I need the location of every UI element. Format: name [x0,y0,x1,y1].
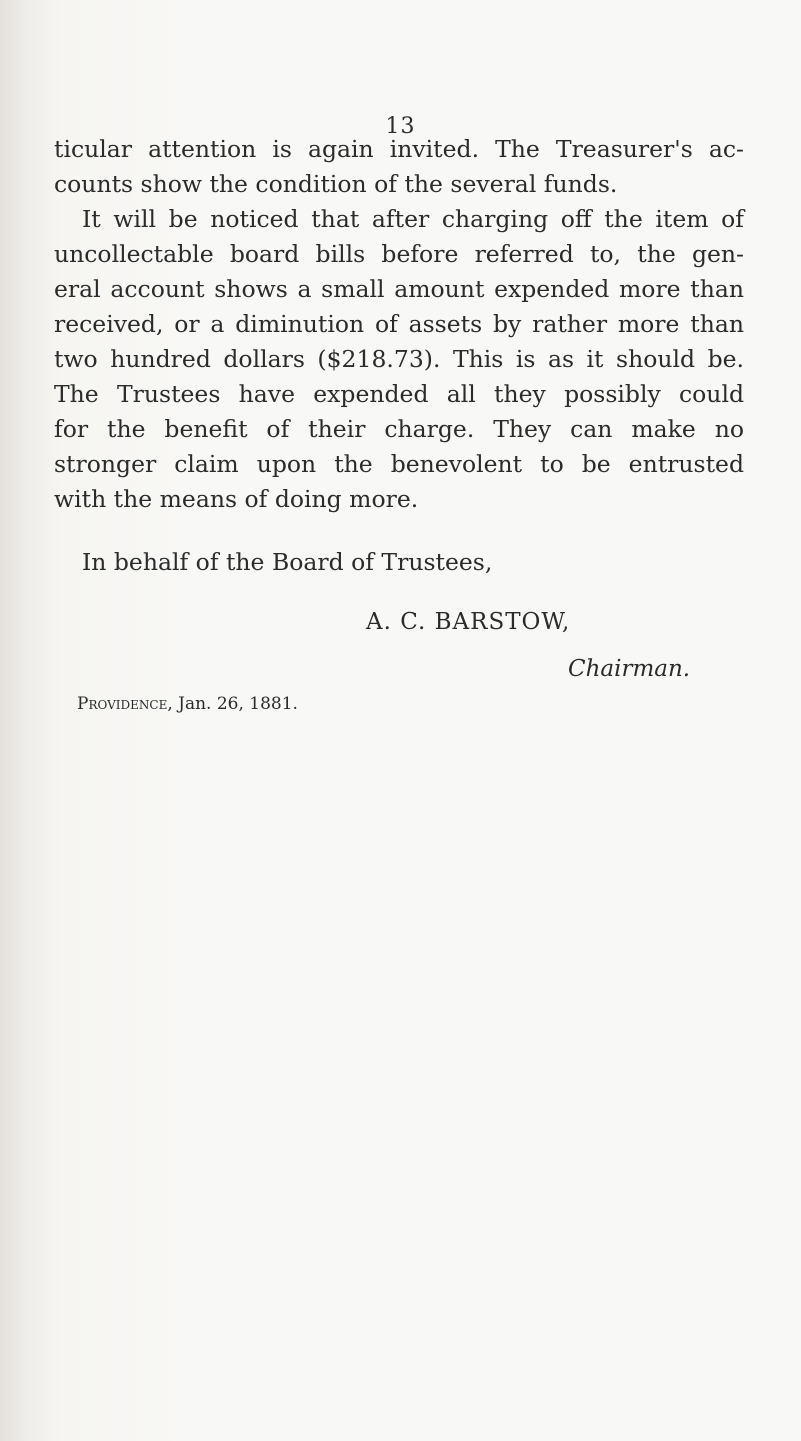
text-line: It will be noticed that after charging off the item of [82,205,744,233]
text-line: eral account shows a small amount expended more than [54,275,744,303]
text-line: counts show the condition of the several funds. [54,170,618,198]
text-line: ticular attention is again invited. The Treasurer's ac- [54,135,744,163]
place: Providence, [77,694,173,714]
text-line: stronger claim upon the benevolent to be entrusted [54,450,744,478]
place-date [77,694,298,714]
signatory-name: A. C. BARSTOW, [366,609,571,635]
body-text [54,132,744,517]
signatory-title: Chairman. [568,656,691,682]
text-line: The Trustees have expended all they possibly could [54,380,744,408]
closing-line: In behalf of the Board of Trustees, [82,548,493,576]
date: Jan. 26, 1881. [178,694,298,714]
text-line: received, or a diminution of assets by rather more than [54,310,744,338]
text-line: with the means of doing more. [54,485,419,513]
text-line: uncollectable board bills before referred to, the gen- [54,240,744,268]
text-line: two hundred dollars ($218.73). This is as it should be. [54,345,744,373]
page-number: 13 [385,114,416,139]
text-line: for the benefit of their charge. They can make no [54,415,744,443]
